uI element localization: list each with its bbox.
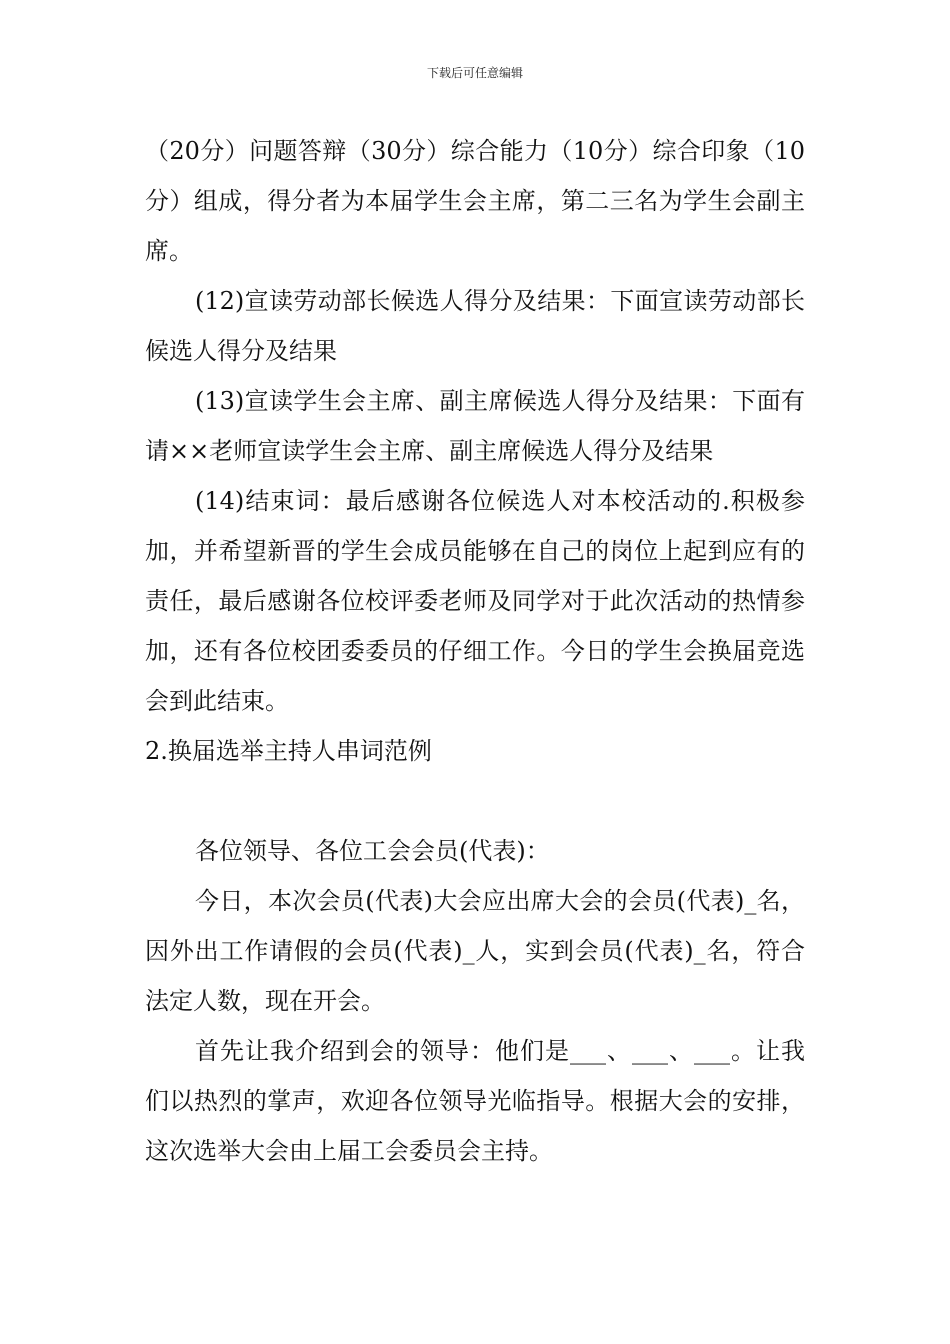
page-header: 下载后可任意编辑: [426, 66, 523, 80]
blank-line: [145, 776, 805, 826]
paragraph-scoring: （20分）问题答辩（30分）综合能力（10分）综合印象（10分）组成，得分者为本届学生会主席，第二三名为学生会副主席。: [145, 137, 805, 265]
paragraph-item-12: (12)宣读劳动部长候选人得分及结果：下面宣读劳动部长候选人得分及结果: [145, 287, 805, 365]
section-heading: 2.换届选举主持人串词范例: [145, 737, 432, 765]
document-body: [145, 126, 805, 1176]
paragraph-item-13: (13)宣读学生会主席、副主席候选人得分及结果：下面有请××老师宣读学生会主席、副主席候选人得分及结果: [145, 387, 805, 465]
paragraph-item-14: (14)结束词：最后感谢各位候选人对本校活动的.积极参加，并希望新晋的学生会成员能够在自己的岗位上起到应有的责任，最后感谢各位校评委老师及同学对于此次活动的热情参加，还有各位校团委委员的仔细工作。今日的学生会换届竞选会到此结束。: [145, 487, 805, 715]
paragraph-introduction: 首先让我介绍到会的领导：他们是___、___、___。让我们以热烈的掌声，欢迎各位领导光临指导。根据大会的安排，这次选举大会由上届工会委员会主持。: [145, 1037, 805, 1165]
paragraph-salutation: 各位领导、各位工会会员(代表)：: [195, 837, 550, 865]
paragraph-attendance: 今日，本次会员(代表)大会应出席大会的会员(代表)_名，因外出工作请假的会员(代表)_人，实到会员(代表)_名，符合法定人数，现在开会。: [145, 887, 805, 1015]
